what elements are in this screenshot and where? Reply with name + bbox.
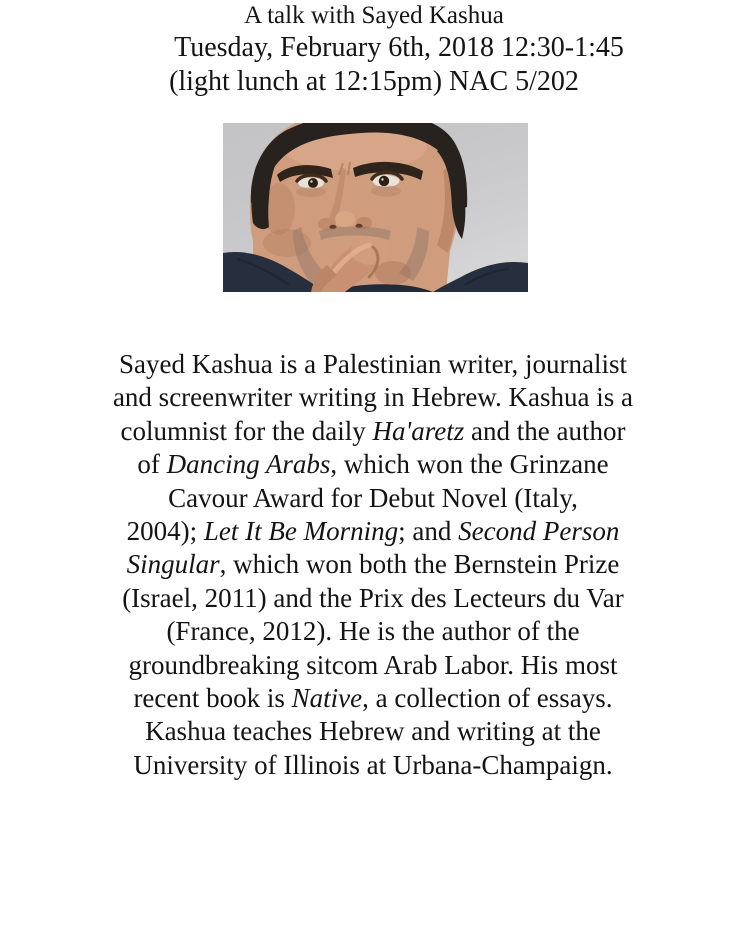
event-datetime: Tuesday, February 6th, 2018 12:30-1:45 bbox=[174, 32, 624, 63]
bio-line: (Israel, 2011) and the Prix des Lecteurs du Var bbox=[122, 582, 624, 613]
speaker-portrait-illustration bbox=[223, 123, 528, 292]
speaker-bio bbox=[0, 348, 736, 782]
bio-line: groundbreaking sitcom Arab Labor. His most bbox=[128, 649, 618, 680]
bio-line: (France, 2012). He is the author of the bbox=[166, 616, 580, 647]
bio-line: Cavour Award for Debut Novel (Italy, bbox=[168, 482, 578, 513]
bio-line: recent book is Native, a collection of essays. bbox=[133, 682, 613, 713]
bio-line: Sayed Kashua is a Palestinian writer, journalist bbox=[118, 349, 628, 379]
event-header bbox=[0, 0, 736, 99]
speaker-photo bbox=[223, 123, 528, 292]
event-title: A talk with Sayed Kashua bbox=[244, 2, 504, 29]
bio-line: Kashua teaches Hebrew and writing at the bbox=[145, 716, 601, 747]
bio-line: University of Illinois at Urbana-Champaign. bbox=[133, 749, 613, 780]
bio-line: columnist for the daily Ha'aretz and the author bbox=[120, 415, 626, 446]
bio-line: and screenwriter writing in Hebrew. Kashua is a bbox=[112, 382, 634, 413]
bio-line: 2004); Let It Be Morning; and Second Person bbox=[126, 515, 620, 546]
bio-line: of Dancing Arabs, which won the Grinzane bbox=[137, 449, 609, 480]
event-location: (light lunch at 12:15pm) NAC 5/202 bbox=[169, 66, 579, 97]
bio-line: Singular, which won both the Bernstein Prize bbox=[126, 549, 620, 580]
